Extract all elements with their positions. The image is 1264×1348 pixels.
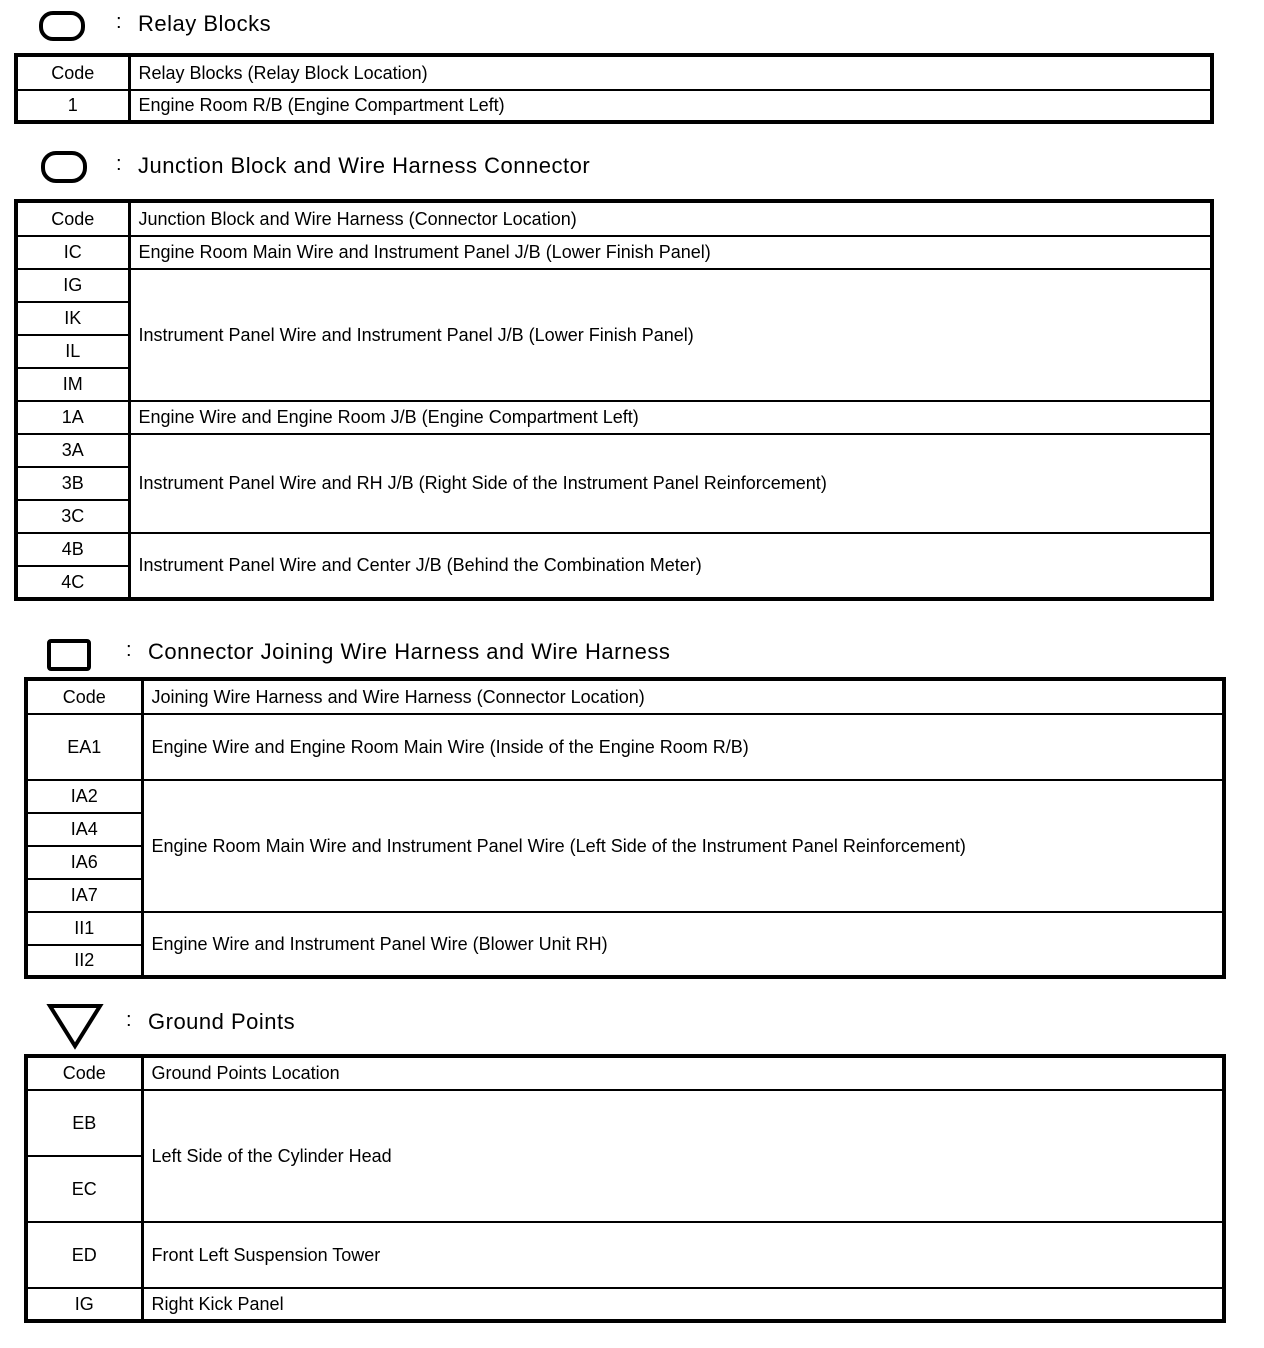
location-cell: Left Side of the Cylinder Head [142, 1090, 1223, 1222]
down-triangle-icon [46, 1002, 104, 1050]
location-cell: Instrument Panel Wire and Center J/B (Behind the Combination Meter) [129, 533, 1211, 598]
code-header: Code [27, 680, 142, 714]
location-cell: Engine Wire and Engine Room J/B (Engine Compartment Left) [129, 401, 1211, 434]
code-cell: 1A [17, 401, 129, 434]
table-header-row [17, 56, 1211, 90]
code-cell: EC [27, 1156, 142, 1222]
square-rect-icon [46, 638, 92, 672]
table-row [27, 1222, 1223, 1288]
code-cell: IK [17, 302, 129, 335]
junction-block-table [16, 201, 1212, 599]
code-cell: IC [17, 236, 129, 269]
connector-joining-table [26, 679, 1224, 977]
code-cell: 3C [17, 500, 129, 533]
table-row [17, 269, 1211, 302]
location-cell: Instrument Panel Wire and Instrument Panel J/B (Lower Finish Panel) [129, 269, 1211, 401]
table-row [27, 1090, 1223, 1156]
table-row [17, 236, 1211, 269]
location-cell: Instrument Panel Wire and RH J/B (Right Side of the Instrument Panel Reinforcement) [129, 434, 1211, 533]
table-header-row [17, 202, 1211, 236]
table-row [27, 912, 1223, 945]
colon: : [116, 11, 122, 33]
code-cell: IA6 [27, 846, 142, 879]
location-cell: Engine Room Main Wire and Instrument Panel Wire (Left Side of the Instrument Panel Reinforcement) [142, 780, 1223, 912]
code-header: Code [17, 202, 129, 236]
code-cell: IA7 [27, 879, 142, 912]
colon: : [116, 153, 122, 175]
location-header: Junction Block and Wire Harness (Connector Location) [129, 202, 1211, 236]
rounded-rect-icon [40, 150, 88, 184]
location-header: Relay Blocks (Relay Block Location) [129, 56, 1211, 90]
table-row [17, 401, 1211, 434]
table-row [27, 780, 1223, 813]
colon: : [126, 639, 132, 661]
location-cell: Engine Room R/B (Engine Compartment Left) [129, 90, 1211, 121]
section-title: Ground Points [148, 1009, 296, 1034]
code-cell: IG [27, 1288, 142, 1320]
code-header: Code [17, 56, 129, 90]
section-title: Relay Blocks [138, 11, 272, 36]
table-row [27, 714, 1223, 780]
code-cell: EA1 [27, 714, 142, 780]
section-title: Connector Joining Wire Harness and Wire Harness [148, 639, 671, 664]
code-cell: IM [17, 368, 129, 401]
code-cell: IL [17, 335, 129, 368]
table-row [17, 533, 1211, 566]
location-cell: Engine Wire and Instrument Panel Wire (Blower Unit RH) [142, 912, 1223, 976]
code-cell: IA4 [27, 813, 142, 846]
location-cell: Front Left Suspension Tower [142, 1222, 1223, 1288]
code-cell: 4B [17, 533, 129, 566]
code-cell: II2 [27, 945, 142, 976]
colon: : [126, 1009, 132, 1031]
table-row [27, 1288, 1223, 1320]
code-cell: II1 [27, 912, 142, 945]
code-cell: IG [17, 269, 129, 302]
code-cell: 4C [17, 566, 129, 598]
location-cell: Engine Room Main Wire and Instrument Panel J/B (Lower Finish Panel) [129, 236, 1211, 269]
code-cell: ED [27, 1222, 142, 1288]
table-header-row [27, 1057, 1223, 1090]
table-row [17, 434, 1211, 467]
location-header: Joining Wire Harness and Wire Harness (Connector Location) [142, 680, 1223, 714]
location-cell: Engine Wire and Engine Room Main Wire (Inside of the Engine Room R/B) [142, 714, 1223, 780]
location-cell: Right Kick Panel [142, 1288, 1223, 1320]
location-header: Ground Points Location [142, 1057, 1223, 1090]
code-cell: EB [27, 1090, 142, 1156]
code-cell: 3A [17, 434, 129, 467]
code-cell: 3B [17, 467, 129, 500]
code-cell: 1 [17, 90, 129, 121]
table-row [17, 90, 1211, 121]
code-cell: IA2 [27, 780, 142, 813]
code-header: Code [27, 1057, 142, 1090]
section-title: Junction Block and Wire Harness Connector [138, 153, 591, 178]
rounded-rect-icon [38, 10, 86, 42]
table-header-row [27, 680, 1223, 714]
ground-points-table [26, 1056, 1224, 1321]
relay-blocks-table [16, 55, 1212, 122]
